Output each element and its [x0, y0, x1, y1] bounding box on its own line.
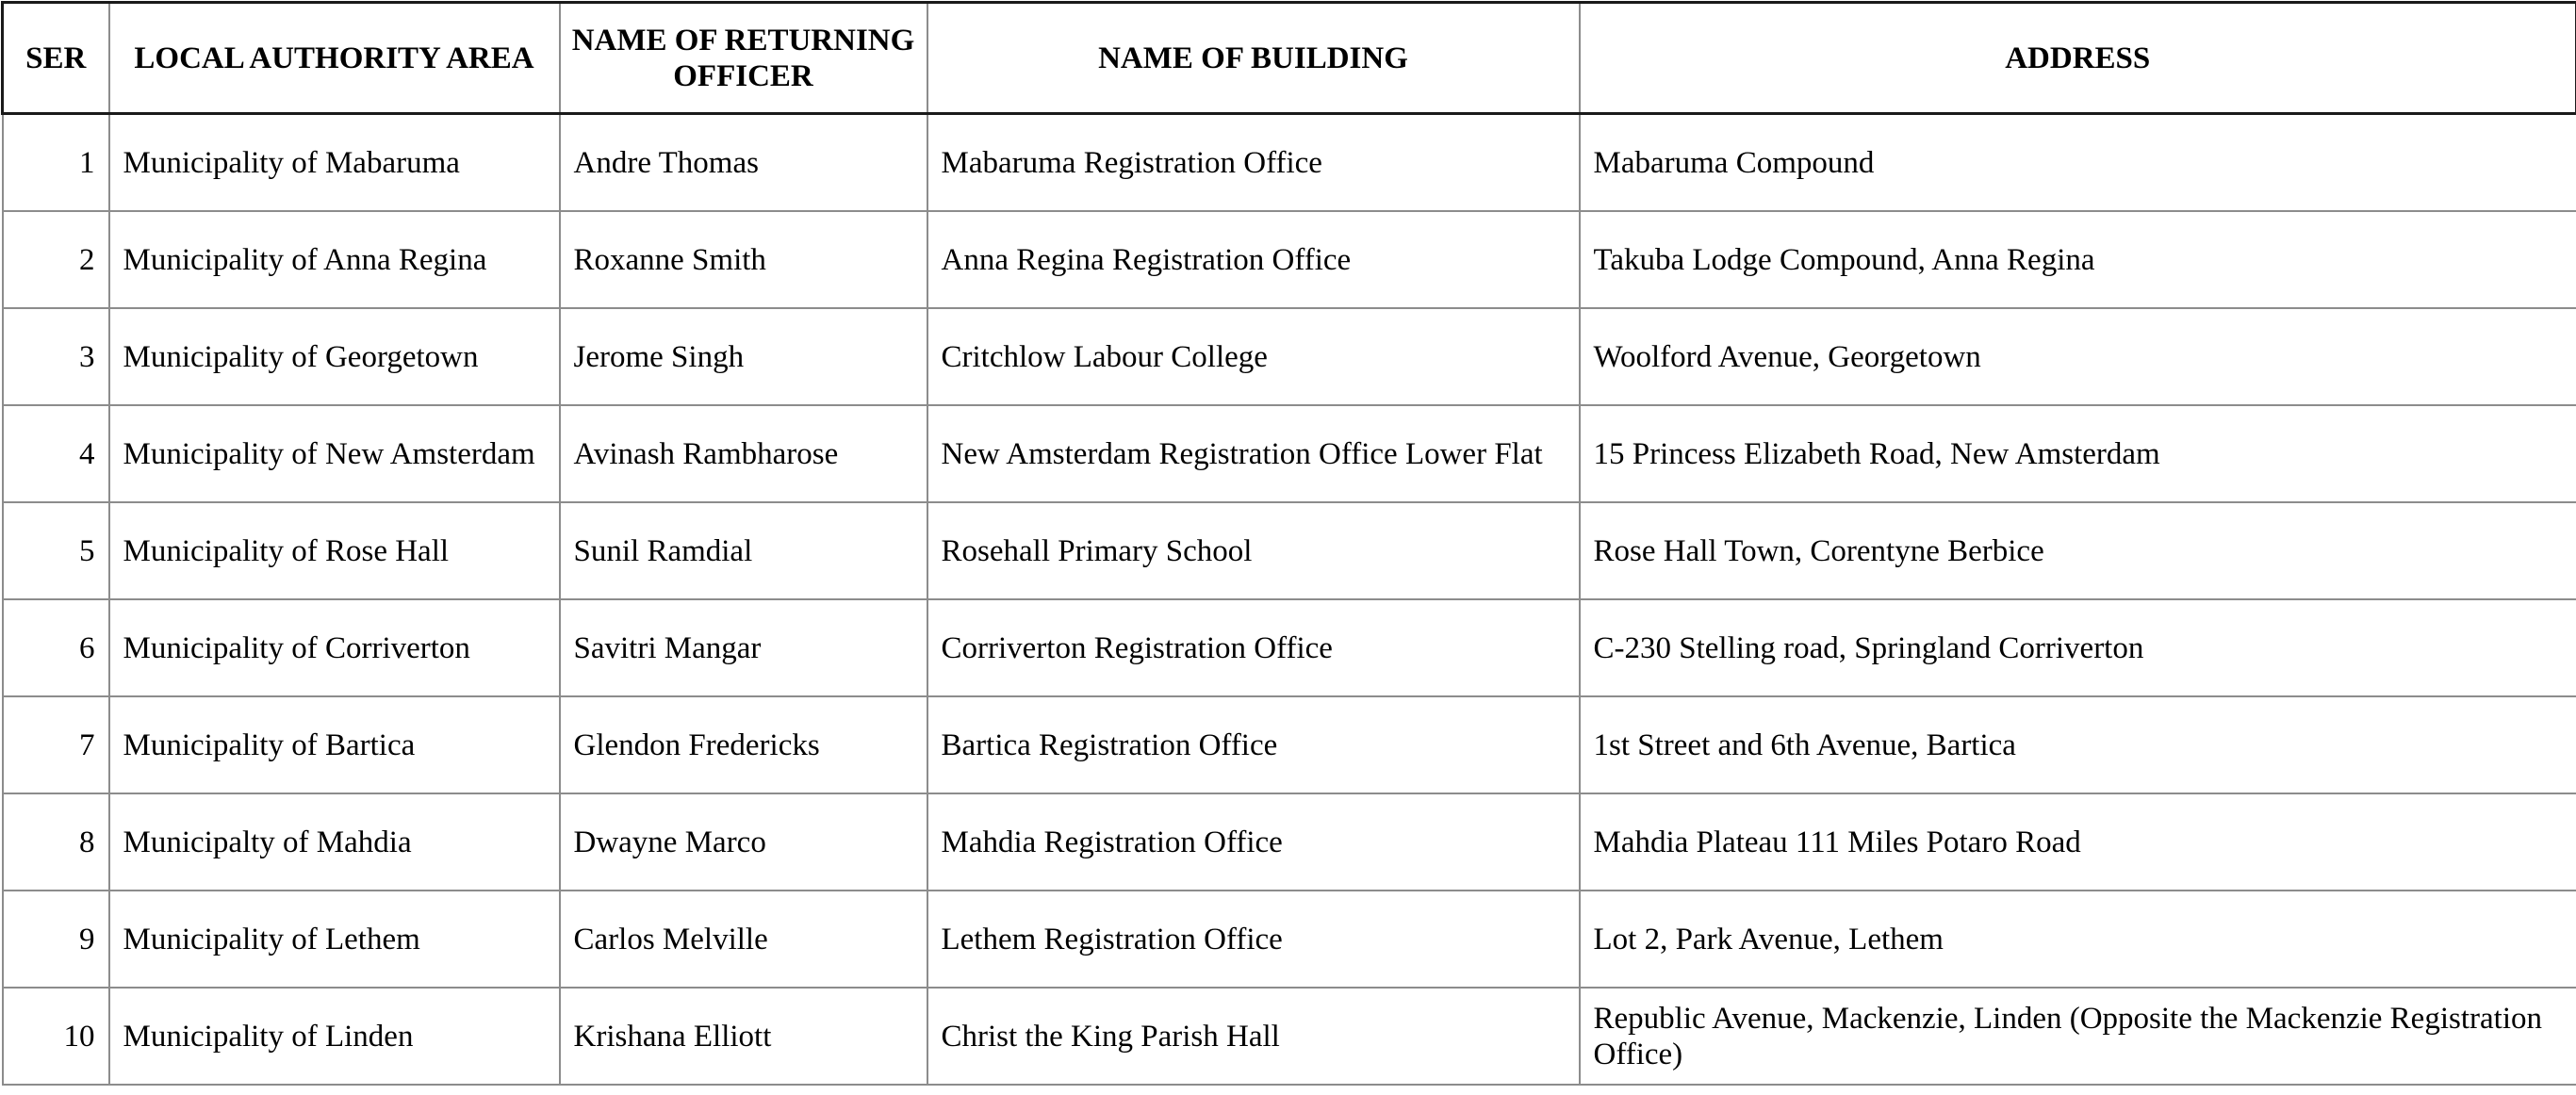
- cell-ser: 5: [3, 502, 109, 599]
- cell-address: Republic Avenue, Mackenzie, Linden (Opposite the Mackenzie Registration Office): [1580, 988, 2576, 1085]
- cell-address: Takuba Lodge Compound, Anna Regina: [1580, 211, 2576, 308]
- cell-ser: 6: [3, 599, 109, 696]
- table-row: [3, 114, 2576, 212]
- table-header: [3, 3, 2576, 114]
- cell-officer: Sunil Ramdial: [560, 502, 927, 599]
- cell-building: Critchlow Labour College: [927, 308, 1580, 405]
- cell-building: Anna Regina Registration Office: [927, 211, 1580, 308]
- returning-officers-table: [1, 1, 2576, 1086]
- cell-ser: 1: [3, 114, 109, 212]
- cell-address: 1st Street and 6th Avenue, Bartica: [1580, 696, 2576, 793]
- header-building: NAME OF BUILDING: [927, 3, 1580, 114]
- cell-area: Municipality of Rose Hall: [109, 502, 560, 599]
- cell-address: Mabaruma Compound: [1580, 114, 2576, 212]
- cell-officer: Savitri Mangar: [560, 599, 927, 696]
- table-row: [3, 988, 2576, 1085]
- cell-area: Municipality of Mabaruma: [109, 114, 560, 212]
- cell-ser: 7: [3, 696, 109, 793]
- cell-ser: 2: [3, 211, 109, 308]
- cell-officer: Roxanne Smith: [560, 211, 927, 308]
- cell-area: Municipality of Anna Regina: [109, 211, 560, 308]
- cell-building: Mahdia Registration Office: [927, 793, 1580, 891]
- cell-address: Rose Hall Town, Corentyne Berbice: [1580, 502, 2576, 599]
- table-row: [3, 308, 2576, 405]
- cell-building: Bartica Registration Office: [927, 696, 1580, 793]
- cell-ser: 8: [3, 793, 109, 891]
- header-returning-officer: NAME OF RETURNING OFFICER: [560, 3, 927, 114]
- table-row: [3, 891, 2576, 988]
- cell-area: Municipality of Lethem: [109, 891, 560, 988]
- header-address: ADDRESS: [1580, 3, 2576, 114]
- cell-area: Municipality of New Amsterdam: [109, 405, 560, 502]
- table-row: [3, 405, 2576, 502]
- cell-building: New Amsterdam Registration Office Lower Flat: [927, 405, 1580, 502]
- cell-area: Municipalty of Mahdia: [109, 793, 560, 891]
- cell-building: Corriverton Registration Office: [927, 599, 1580, 696]
- cell-area: Municipality of Georgetown: [109, 308, 560, 405]
- cell-officer: Glendon Fredericks: [560, 696, 927, 793]
- table-row: [3, 502, 2576, 599]
- cell-ser: 10: [3, 988, 109, 1085]
- cell-address: 15 Princess Elizabeth Road, New Amsterdam: [1580, 405, 2576, 502]
- cell-address: Mahdia Plateau 111 Miles Potaro Road: [1580, 793, 2576, 891]
- cell-officer: Dwayne Marco: [560, 793, 927, 891]
- table-row: [3, 211, 2576, 308]
- cell-officer: Krishana Elliott: [560, 988, 927, 1085]
- cell-building: Mabaruma Registration Office: [927, 114, 1580, 212]
- table-row: [3, 793, 2576, 891]
- cell-building: Christ the King Parish Hall: [927, 988, 1580, 1085]
- header-ser: SER: [3, 3, 109, 114]
- cell-officer: Andre Thomas: [560, 114, 927, 212]
- cell-area: Municipality of Linden: [109, 988, 560, 1085]
- cell-address: C-230 Stelling road, Springland Corriverton: [1580, 599, 2576, 696]
- cell-ser: 4: [3, 405, 109, 502]
- table-body: [3, 114, 2576, 1086]
- cell-building: Rosehall Primary School: [927, 502, 1580, 599]
- cell-area: Municipality of Corriverton: [109, 599, 560, 696]
- header-local-authority-area: LOCAL AUTHORITY AREA: [109, 3, 560, 114]
- cell-ser: 3: [3, 308, 109, 405]
- cell-address: Lot 2, Park Avenue, Lethem: [1580, 891, 2576, 988]
- cell-officer: Carlos Melville: [560, 891, 927, 988]
- cell-building: Lethem Registration Office: [927, 891, 1580, 988]
- header-row: [3, 3, 2576, 114]
- cell-ser: 9: [3, 891, 109, 988]
- table-row: [3, 599, 2576, 696]
- cell-officer: Jerome Singh: [560, 308, 927, 405]
- cell-address: Woolford Avenue, Georgetown: [1580, 308, 2576, 405]
- cell-officer: Avinash Rambharose: [560, 405, 927, 502]
- cell-area: Municipality of Bartica: [109, 696, 560, 793]
- table-row: [3, 696, 2576, 793]
